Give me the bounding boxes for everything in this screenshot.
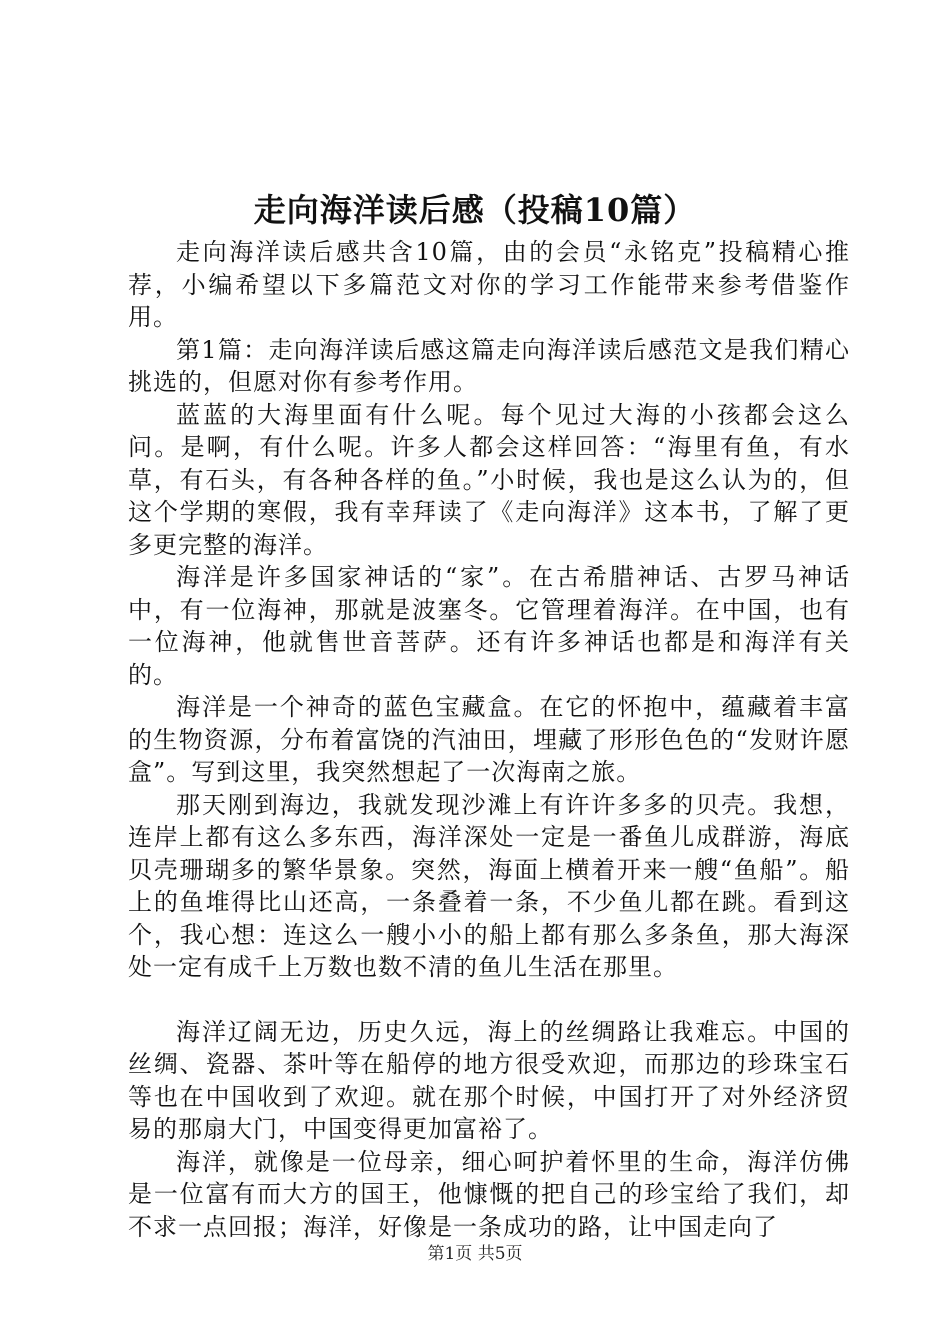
document-body <box>128 236 850 1243</box>
paragraph-7: 海洋，就像是一位母亲，细心呵护着怀里的生命，海洋仿佛是一位富有而大方的国王，他慷慨的把自己的珍宝给了我们，却不求一点回报；海洋，好像是一条成功的路，让中国走向了 <box>128 1147 850 1241</box>
paragraph-1: 第1篇：走向海洋读后感这篇走向海洋读后感范文是我们精心挑选的，但愿对你有参考作用。 <box>128 335 850 396</box>
paragraph-3: 海洋是许多国家神话的“家”。在古希腊神话、古罗马神话中，有一位海神，那就是波塞冬。它管理着海洋。在中国，也有一位海神，他就售世音菩萨。还有许多神话也都是和海洋有关的。 <box>128 563 850 689</box>
paragraph-2: 蓝蓝的大海里面有什么呢。每个见过大海的小孩都会这么问。是啊，有什么呢。许多人都会这样回答：“海里有鱼，有水草，有石头，有各种各样的鱼。”小时候，我也是这么认为的，但这个学期的寒假，我有幸拜读了《走向海洋》这本书，了解了更多更完整的海洋。 <box>128 400 850 559</box>
paragraph-4: 海洋是一个神奇的蓝色宝藏盒。在它的怀抱中，蕴藏着丰富的生物资源，分布着富饶的汽油田，埋藏了形形色色的“发财许愿盒”。写到这里，我突然想起了一次海南之旅。 <box>128 693 850 786</box>
paragraph-5: 那天刚到海边，我就发现沙滩上有许许多多的贝壳。我想，连岸上都有这么多东西，海洋深处一定是一番鱼儿成群游，海底贝壳珊瑚多的繁华景象。突然，海面上横着开来一艘“鱼船”。船上的鱼堆得比山还高，一条叠着一条，不少鱼儿都在跳。看到这个，我心想：连这么一艘小小的船上都有那么多条鱼，那大海深处一定有成千上万数也数不清的鱼儿生活在那里。 <box>128 790 850 981</box>
paragraph-intro: 走向海洋读后感共含10篇，由的会员“永铭克”投稿精心推荐，小编希望以下多篇范文对你的学习工作能带来参考借鉴作用。 <box>128 238 850 331</box>
document-title: 走向海洋读后感（投稿10篇） <box>253 191 697 229</box>
paragraph-6: 海洋辽阔无边，历史久远，海上的丝绸路让我难忘。中国的丝绸、瓷器、茶叶等在船停的地方很受欢迎，而那边的珍珠宝石等也在中国收到了欢迎。就在那个时候，中国打开了对外经济贸易的那扇大门，中国变得更加富裕了。 <box>128 1017 850 1143</box>
page-footer: 第1页 共5页 <box>427 1244 523 1264</box>
